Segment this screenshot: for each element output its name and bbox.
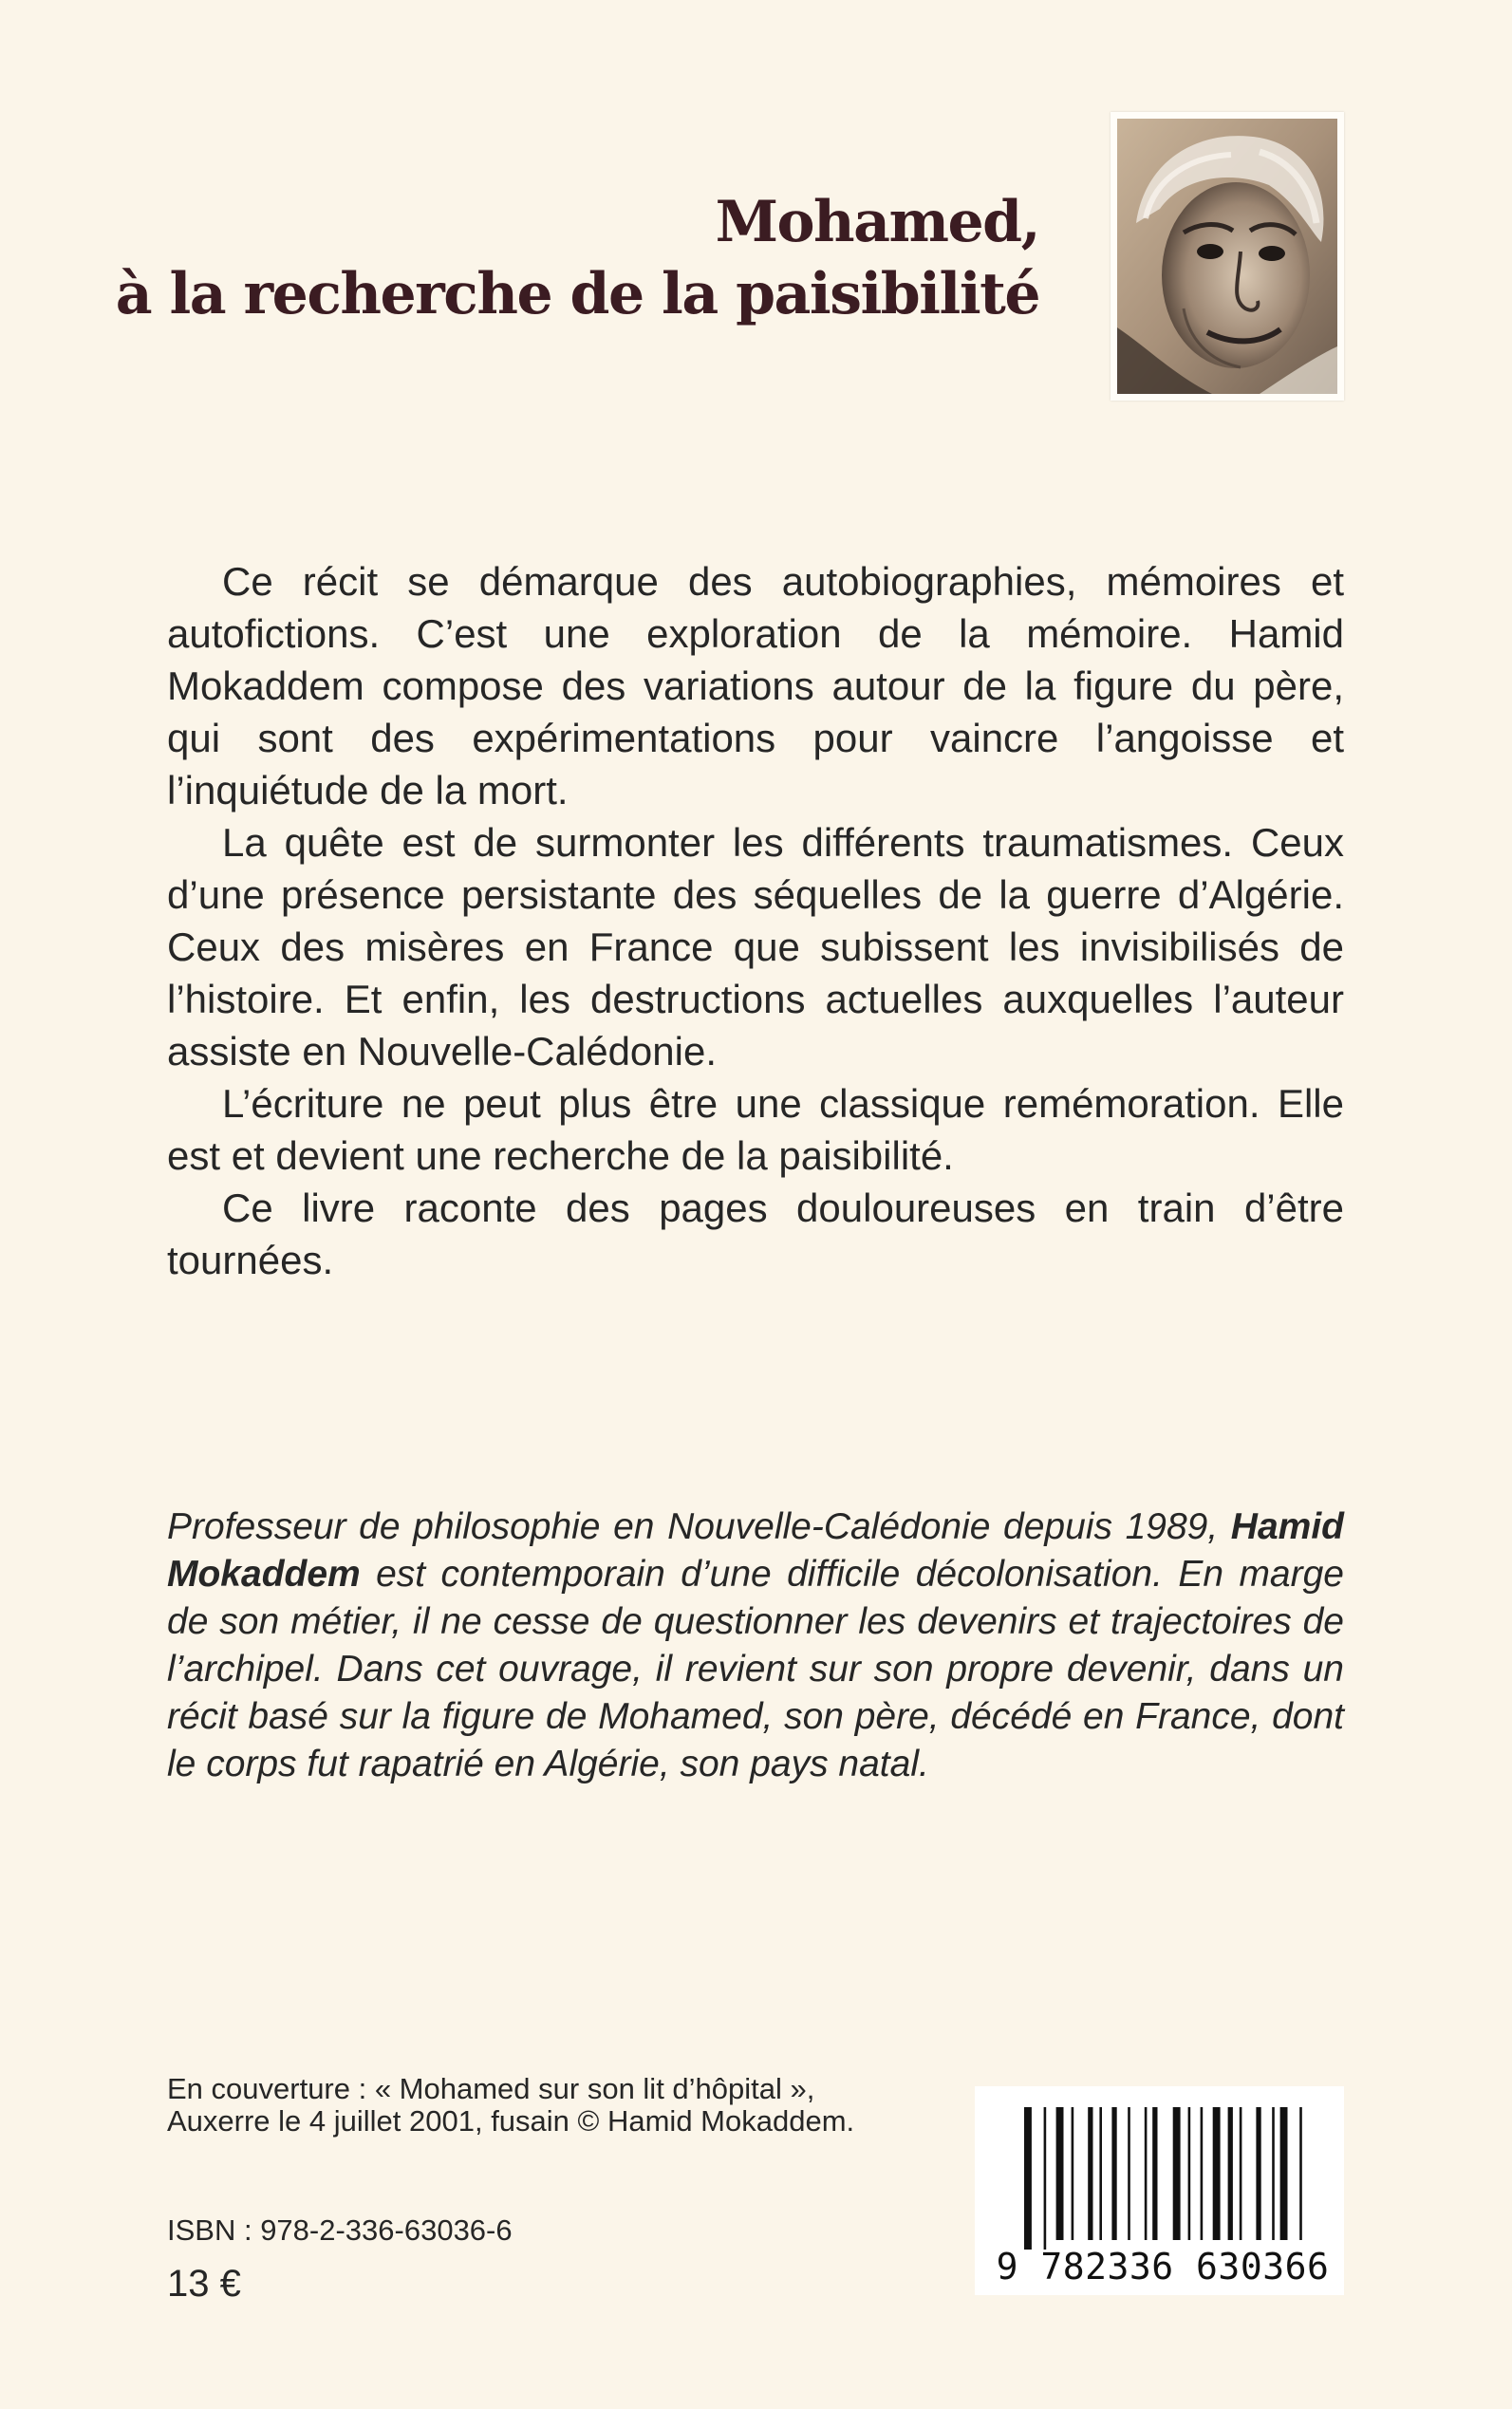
back-cover-synopsis: [167, 555, 1344, 1286]
cover-credit: En couverture : « Mohamed sur son lit d’hôpital », Auxerre le 4 juillet 2001, fusain © Hamid Mokaddem.: [167, 2072, 855, 2138]
isbn-text: ISBN : 978-2-336-63036-6: [167, 2213, 513, 2247]
title-line-1: Mohamed,: [715, 189, 1039, 255]
price-text: 13 €: [167, 2263, 241, 2305]
bio-intro: Professeur de philosophie en Nouvelle-Calédonie depuis 1989,: [167, 1506, 1231, 1547]
author-biography: [167, 1503, 1344, 1788]
barcode-digits: 9 782336 630366: [996, 2246, 1330, 2288]
author-portrait-drawing: [1111, 112, 1344, 401]
synopsis-paragraph: Ce livre raconte des pages douloureuses en train d’être tournées.: [167, 1186, 1344, 1282]
synopsis-paragraph: L’écriture ne peut plus être une classique remémoration. Elle est et devient une recherche de la paisibilité.: [167, 1081, 1344, 1178]
synopsis-paragraph: La quête est de surmonter les différents traumatismes. Ceux d’une présence persistante des séquelles de la guerre d’Algérie. Ceux des misères en France que subissent les invisibilisés de l’histoire. Et enfin, les destructions actuelles auxquelles l’auteur assiste en Nouvelle-Calédonie.: [167, 820, 1344, 1074]
book-title: [116, 186, 1039, 330]
title-line-2: à la recherche de la paisibilité: [115, 261, 1039, 327]
charcoal-portrait-image: [1117, 119, 1337, 394]
synopsis-paragraph: Ce récit se démarque des autobiographies, mémoires et autofictions. C’est une exploration de la mémoire. Hamid Mokaddem compose des variations autour de la figure du père, qui sont des expérimentations pour vaincre l’angoisse et l’inquiétude de la mort.: [167, 559, 1344, 812]
bio-author-name: Hamid Mokaddem: [167, 1506, 1344, 1595]
isbn-barcode: [975, 2086, 1344, 2295]
bio-rest: est contemporain d’une difficile décolonisation. En marge de son métier, il ne cesse de questionner les devenirs et trajectoires de l’archipel. Dans cet ouvrage, il revient sur son propre devenir, dans un récit basé sur la figure de Mohamed, son père, décédé en France, dont le corps fut rapatrié en Algérie, son pays natal.: [167, 1554, 1344, 1784]
